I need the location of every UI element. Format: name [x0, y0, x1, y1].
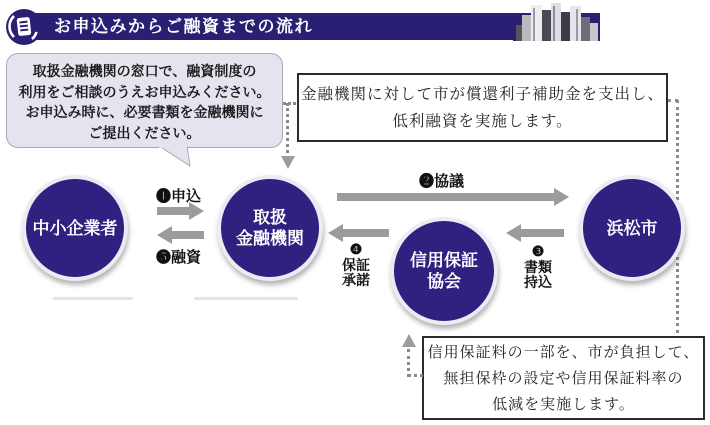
application-advice-bubble: [6, 53, 283, 148]
node-label: 浜松市: [606, 218, 658, 238]
note-line: 低利融資を実施します。: [392, 113, 573, 130]
bubble-line: ご提出ください。: [88, 124, 201, 141]
flow-number: ❹: [349, 243, 363, 258]
node-label: 中小企業者: [32, 218, 118, 238]
flow-label-3-documents: [516, 245, 560, 292]
arrow-guarantee-approval: [328, 224, 389, 242]
arrow-documents: [506, 224, 564, 242]
flow-word: 承諾: [342, 274, 370, 289]
node-credit-guarantee-assoc: [390, 217, 498, 325]
bubble-line: 取扱金融機関の窓口で、融資制度の: [32, 63, 257, 79]
flow-number: ❸: [531, 245, 545, 260]
flow-word: 書類: [524, 260, 552, 276]
flow-label-5-loan: ❺融資: [156, 250, 202, 266]
node-bank: [217, 175, 323, 281]
node-label: 取扱: [253, 208, 287, 227]
shadow-line: [194, 297, 298, 300]
dotted-arrowhead-to-bank: [281, 156, 295, 169]
page-title: お申込みからご融資までの流れ: [54, 17, 313, 36]
node-hamamatsu-city: [579, 175, 685, 281]
dotted-connector-bottom-h: [408, 374, 423, 377]
bubble-line: 利用をご相談のうえお申込みください。: [18, 83, 271, 100]
dotted-connector-bottom-v: [407, 349, 410, 377]
note-line: 低減を実施します。: [492, 397, 635, 413]
flow-word: 保証: [342, 258, 370, 274]
node-label: 協会: [427, 272, 461, 291]
node-label: 信用保証: [410, 251, 478, 270]
flow-word: 持込: [524, 276, 552, 291]
node-sme: [22, 175, 128, 281]
flow-label-2-consultation: ❷協議: [419, 174, 465, 190]
shadow-line: [53, 297, 133, 300]
flow-label-1-application: ❶申込: [156, 189, 202, 205]
dotted-connector-bubble-h: [283, 102, 296, 105]
note-line: 金融機関に対して市が償還利子補助金を支出し、: [300, 86, 664, 103]
city-skyline-image: [513, 3, 603, 46]
city-subsidy-note: [297, 73, 668, 142]
guarantee-fee-note: [422, 336, 705, 420]
node-label: 金融機関: [236, 229, 304, 248]
bubble-line: お申込み時に、必要書類を金融機関に: [25, 104, 264, 120]
arrow-loan: [157, 226, 204, 244]
note-line: 信用保証料の一部を、市が負担して、: [427, 345, 700, 361]
note-line: 無担保枠の設定や信用保証料率の: [443, 371, 684, 387]
flow-label-4-guarantee: [334, 243, 378, 290]
dotted-connector-bubble-v: [286, 103, 289, 153]
document-icon: [5, 8, 43, 46]
bubble-tail: [155, 146, 195, 173]
dotted-arrowhead-to-cga: [402, 334, 416, 347]
